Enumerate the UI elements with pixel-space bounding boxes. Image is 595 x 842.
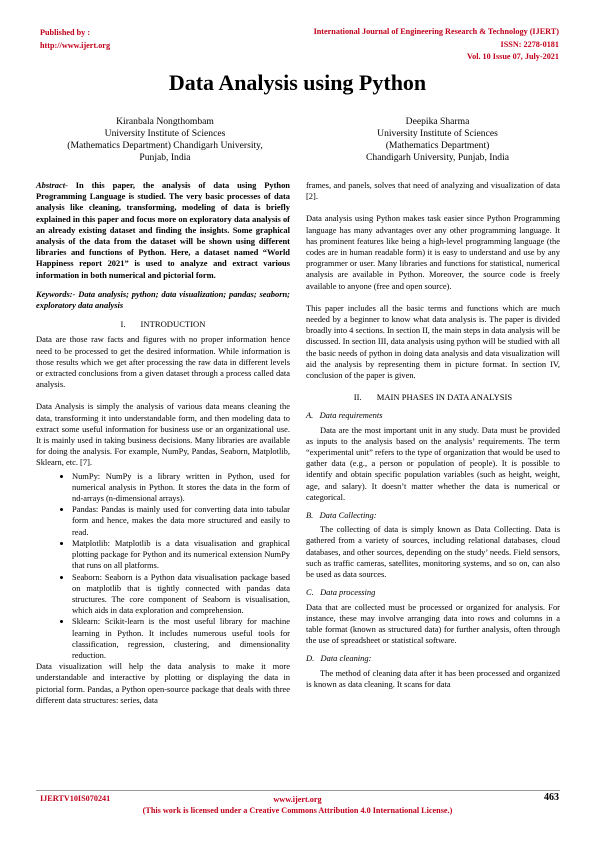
paragraph: The method of cleaning data after it has been processed and organized is known as data cleaning. It scans for data bbox=[306, 667, 560, 689]
list-item: • Matplotlib: Matplotlib is a data visualisation and graphical plotting package for Python and its numerical extension NumPy that runs on all platforms. bbox=[72, 538, 290, 572]
paragraph: Data Analysis is simply the analysis of various data means cleaning the data, transforming it into understandable form, and then modeling data to extract some useful information for business use or an organizational use. It is mainly used in taking business decisions. Many libraries are available for doing the analysis. For example, NumPy, Pandas, Seaborn, Matplotlib, Sklearn, etc. [7]. bbox=[36, 401, 290, 468]
header-publisher bbox=[40, 26, 260, 52]
abstract-label: Abstract- bbox=[36, 180, 68, 190]
footer-url-link[interactable]: www.ijert.org bbox=[273, 795, 322, 804]
publisher-url-link[interactable]: http://www.ijert.org bbox=[40, 41, 111, 50]
paragraph: Data are those raw facts and figures with no proper information hence need to be processed to get the desired information. While information is those results which we get after processing the raw data in different levels or extracted conclusions from a given dataset through a process called data analysis. bbox=[36, 334, 290, 390]
paragraph: Data analysis using Python makes task easier since Python Programming language has many advantages over any other programming language. It has prominent features like being a high-level programming language (the codes are in human readable form) it is easy to understand and use by any programmer or user. Many libraries and functions for statistical, numerical analysis are available in Python. Moreover, the source code is freely available to anyone (free and open source). bbox=[306, 213, 560, 291]
keywords-text: Data analysis; python; data visualization; pandas; seaborn; exploratory data analysis bbox=[36, 288, 290, 311]
author-affiliation: Chandigarh University, Punjab, India bbox=[366, 152, 509, 163]
footer-divider bbox=[36, 790, 560, 791]
author-affiliation: (Mathematics Department) Chandigarh University, bbox=[67, 140, 263, 151]
subsection-heading: C. Data processing bbox=[306, 587, 376, 598]
keywords-label: Keywords:- bbox=[36, 288, 76, 299]
library-list bbox=[36, 471, 290, 661]
author-affiliation: (Mathematics Department) bbox=[385, 140, 490, 151]
author-block-1 bbox=[40, 116, 290, 164]
page-number: 463 bbox=[544, 792, 559, 803]
issn: ISSN: 2278-0181 bbox=[500, 39, 559, 49]
left-column bbox=[36, 180, 290, 706]
list-item: • Sklearn: Scikit-learn is the most useful library for machine learning in Python. It includes numerous useful tools for classification, regression, clustering, and dimensionality reduction. bbox=[72, 616, 290, 661]
section-heading-main-phases: II. MAIN PHASES IN DATA ANALYSIS bbox=[353, 392, 513, 403]
section-heading-introduction: I. INTRODUCTION bbox=[120, 319, 206, 330]
paragraph: Data are the most important unit in any study. Data must be provided as inputs to the analysis based on the analysis’ requirements. The term “experimental unit” refers to the type of organization that would be used to gather data (e.g., a person or population of people). It is possible to identify and obtain specific population variables (such as height, weight, age, and salary). It doesn’t matter whether the data is numerical or categorical. bbox=[306, 424, 560, 502]
paragraph: This paper includes all the basic terms and functions which are much needed by a beginner to know what data analysis is. The paper is divided broadly into 4 sections. In section II, the main steps in data analysis will be discussed. In section III, data analysis using python will be studied with all the basic needs of python in doing data analysis and data visualization will aid the analysis by representing them in picture format. In section IV, conclusion of the paper is given. bbox=[306, 302, 560, 381]
author-name: Kiranbala Nongthombam bbox=[116, 116, 214, 127]
author-block-2 bbox=[310, 116, 565, 164]
published-by-label: Published by : bbox=[40, 28, 91, 37]
abstract-text: In this paper, the analysis of data using Python Programming Language is studied. The very basic processes of data analysis like cleaning, transforming, modeling of data is briefly explained in this paper and focus more on exploratory data analysis of an already existing dataset and finding the insights. Some graphical analysis of the data from the dataset will be shown using different libraries and functions of Python. Here, a dataset named “World Happiness report 2021” is used to analyze and extract various information in both numerical and pictorial form. bbox=[36, 180, 290, 280]
paper-id: IJERTV10IS070241 bbox=[40, 794, 111, 803]
subsection-heading: B. Data Collecting: bbox=[306, 510, 377, 521]
abstract bbox=[36, 180, 290, 281]
author-name: Deepika Sharma bbox=[405, 116, 470, 127]
paragraph: frames, and panels, solves that need of analyzing and visualization of data [2]. bbox=[306, 180, 560, 202]
paragraph: Data that are collected must be processed or organized for analysis. For instance, these may involve arranging data into rows and columns in a table format (known as structured data) for further analysis, often through the use of spreadsheet or statistical software. bbox=[306, 601, 560, 646]
author-affiliation: University Institute of Sciences bbox=[377, 128, 498, 139]
header-journal bbox=[239, 26, 559, 64]
paragraph: The collecting of data is simply known as Data Collecting. Data is gathered from a variety of sources, including relational databases, cloud databases, and other sources, depending on the study’ needs. Field sensors, such as traffic cameras, satellites, monitoring systems, and so on, can also be used as data sources. bbox=[306, 524, 560, 580]
paper-title: Data Analysis using Python bbox=[168, 70, 427, 95]
author-affiliation: University Institute of Sciences bbox=[104, 128, 226, 139]
list-item: • NumPy: NumPy is a library written in Python, used for numerical analysis in Python. It stores the data in the form of nd-arrays (n-dimensional arrays). bbox=[72, 471, 290, 505]
author-affiliation: Punjab, India bbox=[139, 152, 191, 163]
paragraph: Data visualization will help the data analysis to make it more understandable and interactive by plotting or displaying the data in pictorial form. Pandas, a Python open-source package that deals with three different data structures: series, data bbox=[36, 661, 290, 705]
list-item: • Seaborn: Seaborn is a Python data visualisation package based on matplotlib that is tightly connected with pandas data structures. The core component of Seaborn is visualisation, which aids in data exploration and comprehension. bbox=[72, 572, 290, 617]
subsection-heading: A. Data requirements bbox=[306, 410, 383, 421]
footer-center bbox=[0, 794, 595, 816]
subsection-heading: D. Data cleaning: bbox=[306, 653, 372, 664]
license-note: (This work is licensed under a Creative Commons Attribution 4.0 International License.) bbox=[142, 806, 453, 815]
volume-issue: Vol. 10 Issue 07, July-2021 bbox=[466, 52, 559, 61]
keywords bbox=[36, 289, 290, 311]
right-column bbox=[306, 180, 560, 690]
journal-name: International Journal of Engineering Research & Technology (IJERT) bbox=[313, 27, 559, 36]
list-item: • Pandas: Pandas is mainly used for converting data into tabular form and hence, makes the data more structured and easily to read. bbox=[72, 504, 290, 538]
